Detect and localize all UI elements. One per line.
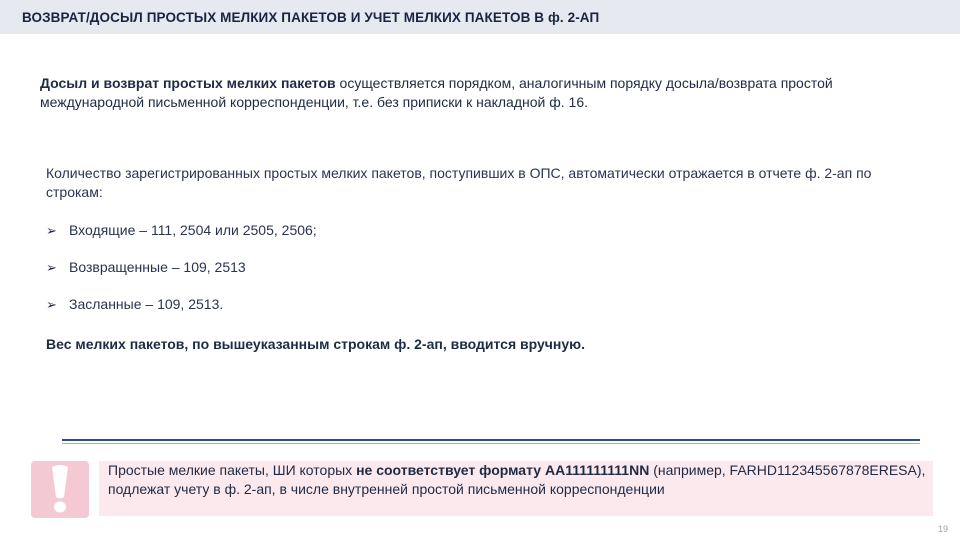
divider xyxy=(62,443,920,444)
note-part2: (например, FARHD112345567878ERESA), подлежат учету в ф. 2-ап, в числе внутренней простой письменной корреспонденции xyxy=(108,462,926,497)
note-bold: не соответствует формату АА111111111NN xyxy=(356,462,650,478)
list-item xyxy=(46,295,926,314)
slide-header xyxy=(0,0,960,34)
bullet-text: Входящие – 111, 2504 или 2505, 2506; xyxy=(69,222,317,238)
bullet-list xyxy=(46,221,926,332)
bullet-text: Засланные – 109, 2513. xyxy=(69,296,224,312)
exclamation-icon xyxy=(31,461,89,518)
weight-note: Вес мелких пакетов, по вышеуказанным строкам ф. 2-ап, вводится вручную. xyxy=(46,336,585,352)
divider xyxy=(62,439,920,441)
slide-title: ВОЗВРАТ/ДОСЫЛ ПРОСТЫХ МЕЛКИХ ПАКЕТОВ И УЧЕТ МЕЛКИХ ПАКЕТОВ В ф. 2-АП xyxy=(22,10,600,25)
list-item xyxy=(46,221,926,240)
arrow-bullet-icon: ➢ xyxy=(46,297,57,312)
intro-paragraph xyxy=(40,74,920,112)
list-item xyxy=(46,258,926,277)
count-paragraph: Количество зарегистрированных простых мелких пакетов, поступивших в ОПС, автоматически отражается в отчете ф. 2-ап по строкам: xyxy=(46,165,872,200)
page-number: 19 xyxy=(938,524,949,534)
bullet-text: Возвращенные – 109, 2513 xyxy=(69,259,246,275)
arrow-bullet-icon: ➢ xyxy=(46,223,57,238)
arrow-bullet-icon: ➢ xyxy=(46,260,57,275)
intro-rest: осуществляется порядком, аналогичным порядку досыла/возврата простой международной письменной корреспонденции, т.е. без приписки к накладной ф. 16. xyxy=(40,75,833,110)
intro-bold: Досыл и возврат простых мелких пакетов xyxy=(40,75,336,91)
note-part1: Простые мелкие пакеты, ШИ которых xyxy=(108,462,357,478)
note-text xyxy=(108,461,928,499)
warning-note xyxy=(99,461,933,516)
